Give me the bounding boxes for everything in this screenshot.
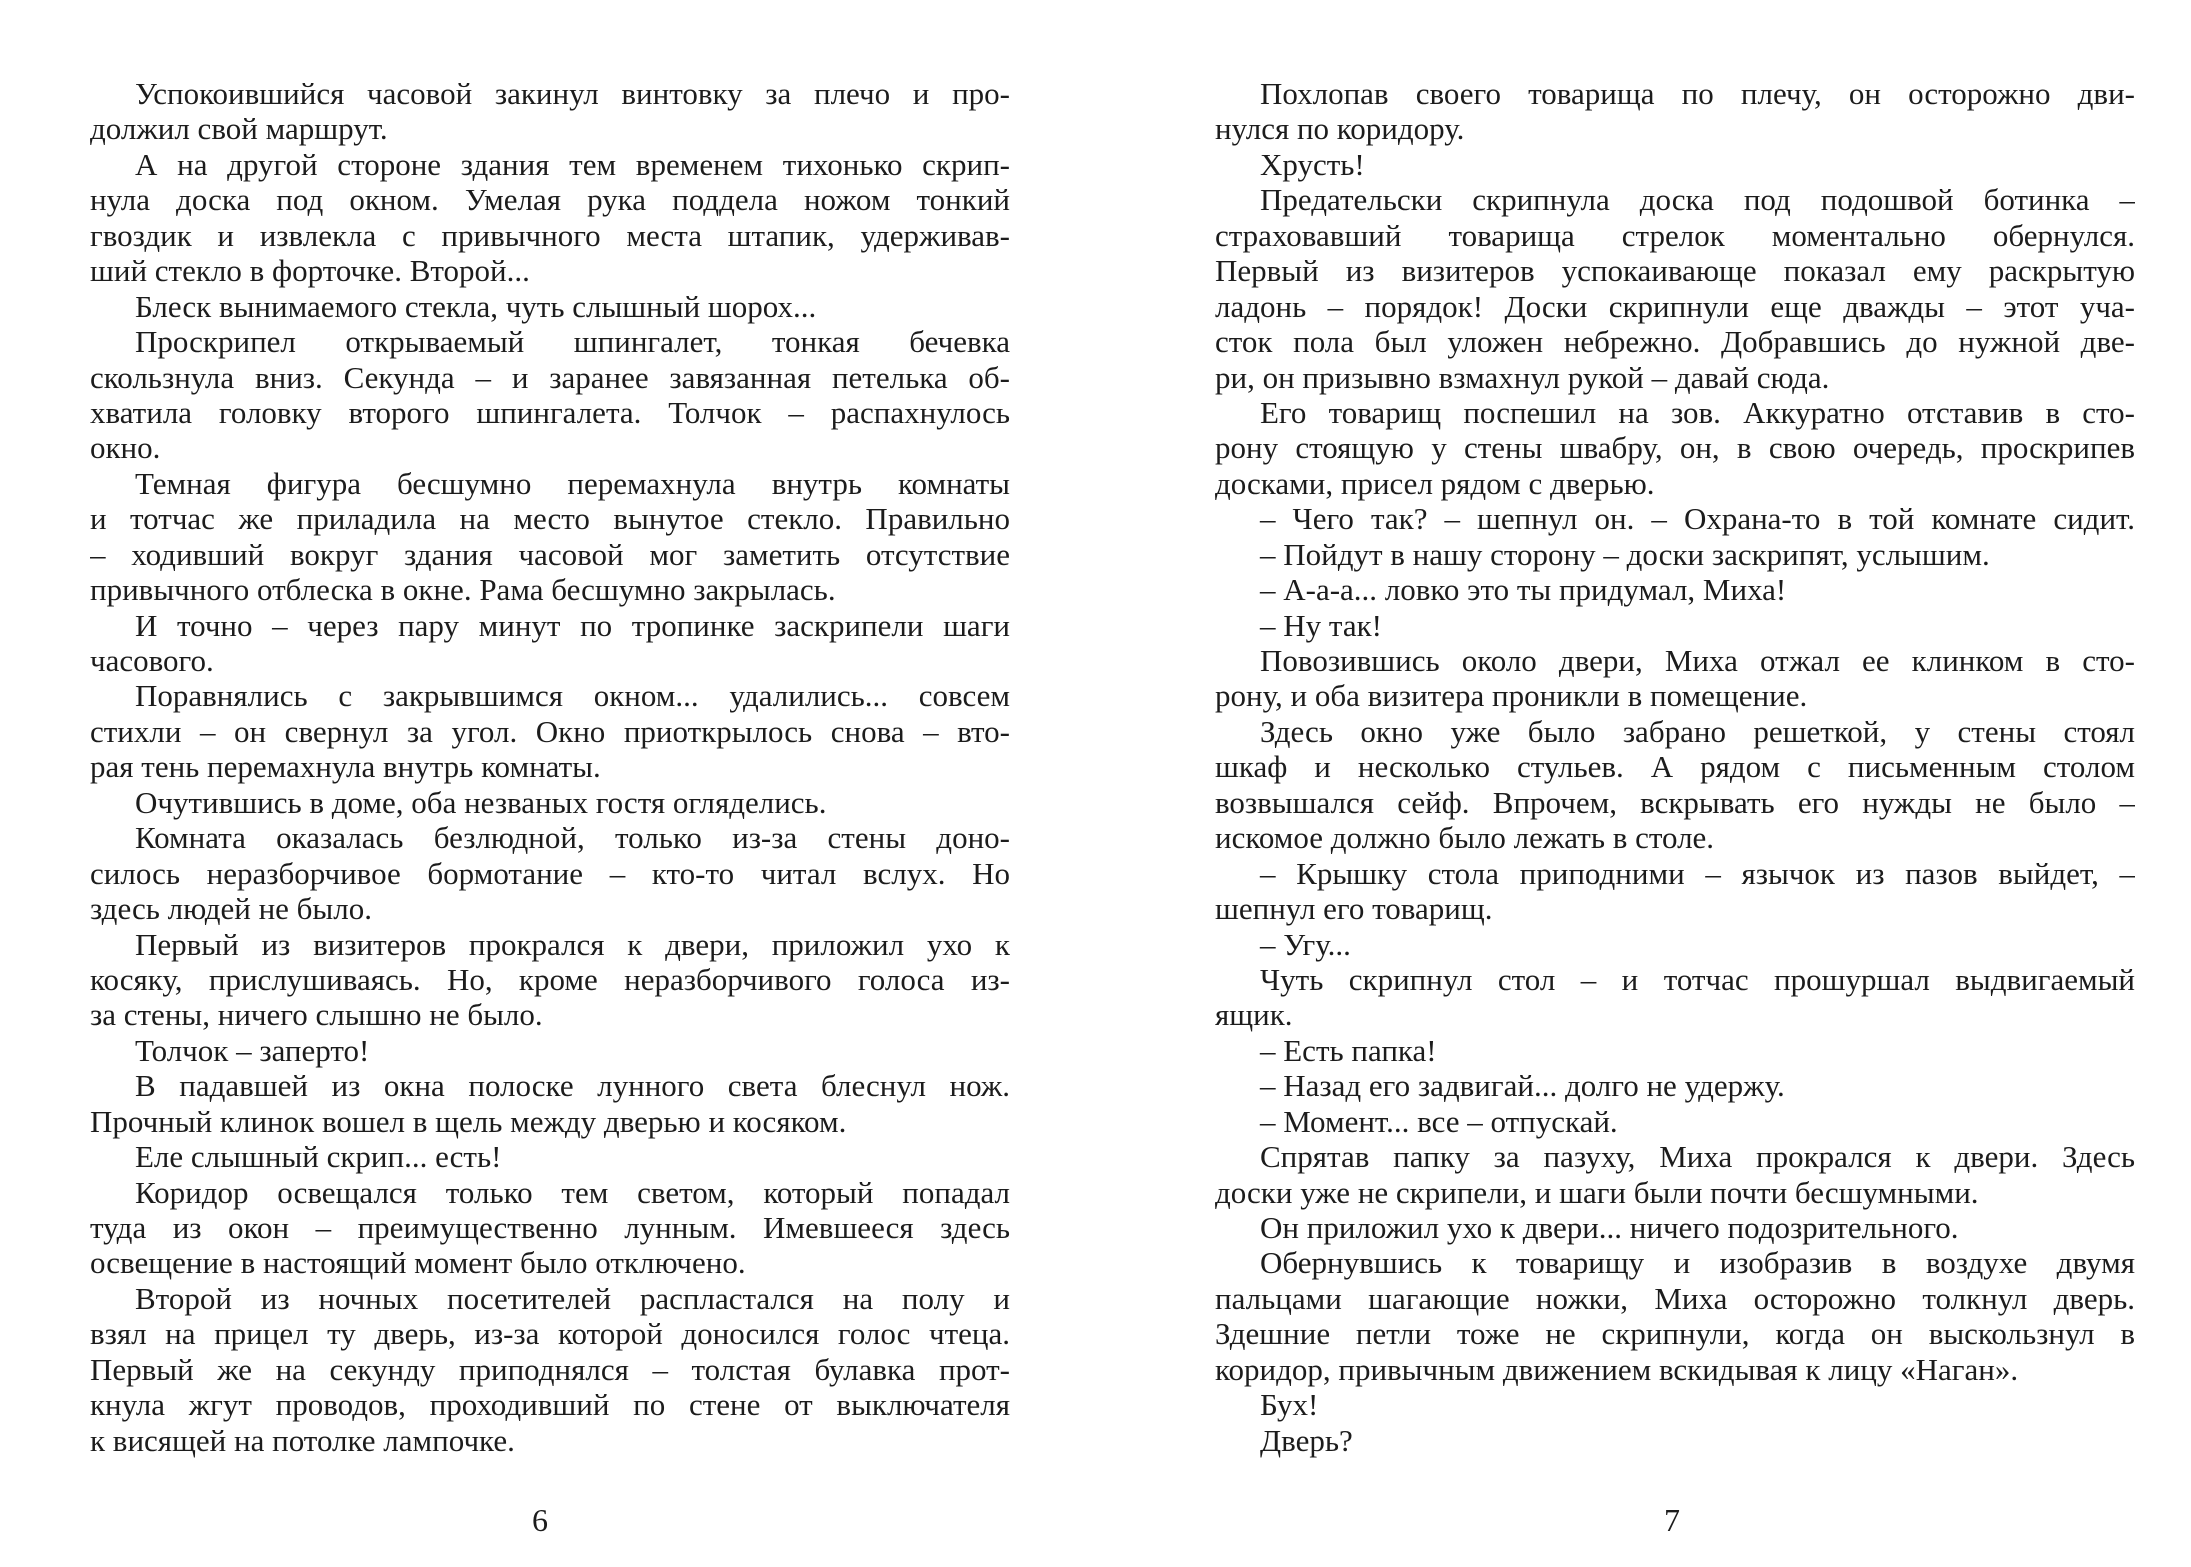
text-line: – Крышку стола приподними – язычок из пазов выйдет, – (1260, 855, 2135, 891)
text-line: Первый же на секунду приподнялся – толстая булавка прот- (90, 1351, 1010, 1387)
text-line: к висящей на потолке лампочке. (90, 1422, 515, 1458)
text-line: кнула жгут проводов, проходивший по стене от выключателя (90, 1387, 1010, 1423)
text-line: гвоздик и извлекла с привычного места штапик, удерживав- (90, 217, 1010, 253)
text-line: – Ну так! (1260, 607, 1382, 643)
text-line: досками, присел рядом с дверью. (1215, 465, 1655, 501)
text-line: Здешние петли тоже не скрипнули, когда он выскользнул в (1215, 1316, 2135, 1352)
text-line: Блеск вынимаемого стекла, чуть слышный шорох... (135, 288, 817, 324)
text-line: силось неразборчивое бормотание – кто-то читал вслух. Но (90, 855, 1010, 891)
text-line: освещение в настоящий момент было отключено. (90, 1245, 746, 1281)
text-line: рону, и оба визитера проникли в помещение. (1215, 678, 1808, 714)
text-line: ри, он призывно взмахнул рукой – давай сюда. (1215, 359, 1830, 395)
text-line: коридор, привычным движением вскидывая к лицу «Наган». (1215, 1351, 2019, 1387)
text-line: Второй из ночных посетителей распластался на полу и (135, 1280, 1010, 1316)
text-line: Комната оказалась безлюдной, только из-за стены доно- (135, 820, 1010, 856)
text-line: искомое должно было лежать в столе. (1215, 820, 1715, 856)
text-line: здесь людей не было. (90, 891, 372, 927)
text-line: Его товарищ поспешил на зов. Аккуратно отставив в сто- (1260, 394, 2135, 430)
text-line: – Чего так? – шепнул он. – Охрана-то в той комнате сидит. (1260, 501, 2135, 537)
text-line: рону стоящую у стены швабру, он, в свою очередь, проскрипев (1215, 430, 2135, 466)
text-line: А на другой стороне здания тем временем тихонько скрип- (135, 146, 1010, 182)
right-page-text (1215, 76, 2135, 1458)
text-line: Первый из визитеров прокрался к двери, приложил ухо к (135, 926, 1010, 962)
text-line: страховавший товарища стрелок моментально обернулся. (1215, 217, 2135, 253)
text-line: шепнул его товарищ. (1215, 891, 1493, 927)
text-line: И точно – через пару минут по тропинке заскрипели шаги (135, 607, 1010, 643)
text-line: Спрятав папку за пазуху, Миха прокрался к двери. Здесь (1260, 1139, 2135, 1175)
text-line: – Пойдут в нашу сторону – доски заскрипят, услышим. (1260, 536, 1990, 572)
text-line: Повозившись около двери, Миха отжал ее клинком в сто- (1260, 643, 2135, 678)
text-line: нула доска под окном. Умелая рука поддела ножом тонкий (90, 182, 1010, 218)
text-line: Бух! (1260, 1387, 1319, 1423)
text-line: Поравнялись с закрывшимся окном... удалились... совсем (135, 678, 1010, 714)
text-line: Очутившись в доме, оба незваных гостя огляделись. (135, 784, 827, 820)
text-line: – Момент... все – отпускай. (1260, 1103, 1618, 1139)
text-line: туда из окон – преимущественно лунным. Имевшееся здесь (90, 1210, 1010, 1245)
right-page (1215, 76, 2135, 1556)
text-line: Темная фигура бесшумно перемахнула внутрь комнаты (135, 465, 1010, 501)
text-line: Похлопав своего товарища по плечу, он осторожно дви- (1260, 76, 2135, 111)
text-line: Успокоившийся часовой закинул винтовку за плечо и про- (135, 76, 1010, 111)
text-line: Здесь окно уже было забрано решеткой, у стены стоял (1260, 713, 2135, 749)
text-line: Еле слышный скрип... есть! (135, 1139, 502, 1175)
text-line: сток пола был уложен небрежно. Добравшись до нужной две- (1215, 324, 2135, 360)
text-line: ладонь – порядок! Доски скрипнули еще дважды – этот уча- (1215, 288, 2135, 324)
text-line: Прочный клинок вошел в щель между дверью и косяком. (90, 1103, 847, 1139)
text-line: возвышался сейф. Впрочем, вскрывать его нужды не было – (1215, 784, 2135, 820)
text-line: ший стекло в форточке. Второй... (90, 253, 530, 289)
text-line: взял на прицел ту дверь, из-за которой доносился голос чтеца. (90, 1316, 1010, 1352)
text-line: нулся по коридору. (1215, 111, 1465, 147)
text-line: хватила головку второго шпингалета. Толчок – распахнулось (90, 394, 1010, 430)
text-line: Хрусть! (1260, 146, 1365, 182)
text-line: пальцами шагающие ножки, Миха осторожно толкнул дверь. (1215, 1280, 2135, 1316)
text-line: косяку, прислушиваясь. Но, кроме неразборчивого голоса из- (90, 961, 1010, 997)
text-line: – Есть папка! (1260, 1032, 1437, 1068)
text-line: Он приложил ухо к двери... ничего подозрительного. (1260, 1210, 1959, 1245)
text-line: Обернувшись к товарищу и изобразив в воздухе двумя (1260, 1245, 2135, 1281)
text-line: окно. (90, 430, 161, 466)
text-line: стихли – он свернул за угол. Окно приоткрылось снова – вто- (90, 713, 1010, 749)
text-line: – А-а-а... ловко это ты придумал, Миха! (1260, 572, 1787, 608)
text-line: – ходивший вокруг здания часовой мог заметить отсутствие (90, 536, 1010, 572)
text-line: В падавшей из окна полоске лунного света блеснул нож. (135, 1068, 1010, 1104)
text-line: должил свой маршрут. (90, 111, 388, 147)
text-line: Проскрипел открываемый шпингалет, тонкая бечевка (135, 324, 1010, 360)
text-line: шкаф и несколько стульев. А рядом с письменным столом (1215, 749, 2135, 785)
text-line: Дверь? (1260, 1422, 1353, 1458)
text-line: доски уже не скрипели, и шаги были почти бесшумными. (1215, 1174, 1979, 1210)
text-line: – Угу... (1260, 926, 1351, 962)
text-line: часового. (90, 643, 214, 678)
right-page-number: 7 (1664, 1502, 1680, 1538)
left-page (90, 76, 1010, 1556)
text-line: Чуть скрипнул стол – и тотчас прошуршал выдвигаемый (1260, 961, 2135, 997)
text-line: скользнула вниз. Секунда – и заранее завязанная петелька об- (90, 359, 1010, 395)
text-line: за стены, ничего слышно не было. (90, 997, 543, 1033)
left-page-number: 6 (532, 1502, 548, 1538)
text-line: Коридор освещался только тем светом, который попадал (135, 1174, 1010, 1210)
text-line: и тотчас же приладила на место вынутое стекло. Правильно (90, 501, 1010, 537)
text-line: рая тень перемахнула внутрь комнаты. (90, 749, 601, 785)
text-line: – Назад его задвигай... долго не удержу. (1260, 1068, 1785, 1104)
left-page-text (90, 76, 1010, 1458)
text-line: Первый из визитеров успокаивающе показал ему раскрытую (1215, 253, 2135, 289)
text-line: ящик. (1215, 997, 1293, 1033)
text-line: Предательски скрипнула доска под подошвой ботинка – (1260, 182, 2135, 218)
text-line: Толчок – заперто! (135, 1032, 370, 1068)
text-line: привычного отблеска в окне. Рама бесшумно закрылась. (90, 572, 836, 608)
